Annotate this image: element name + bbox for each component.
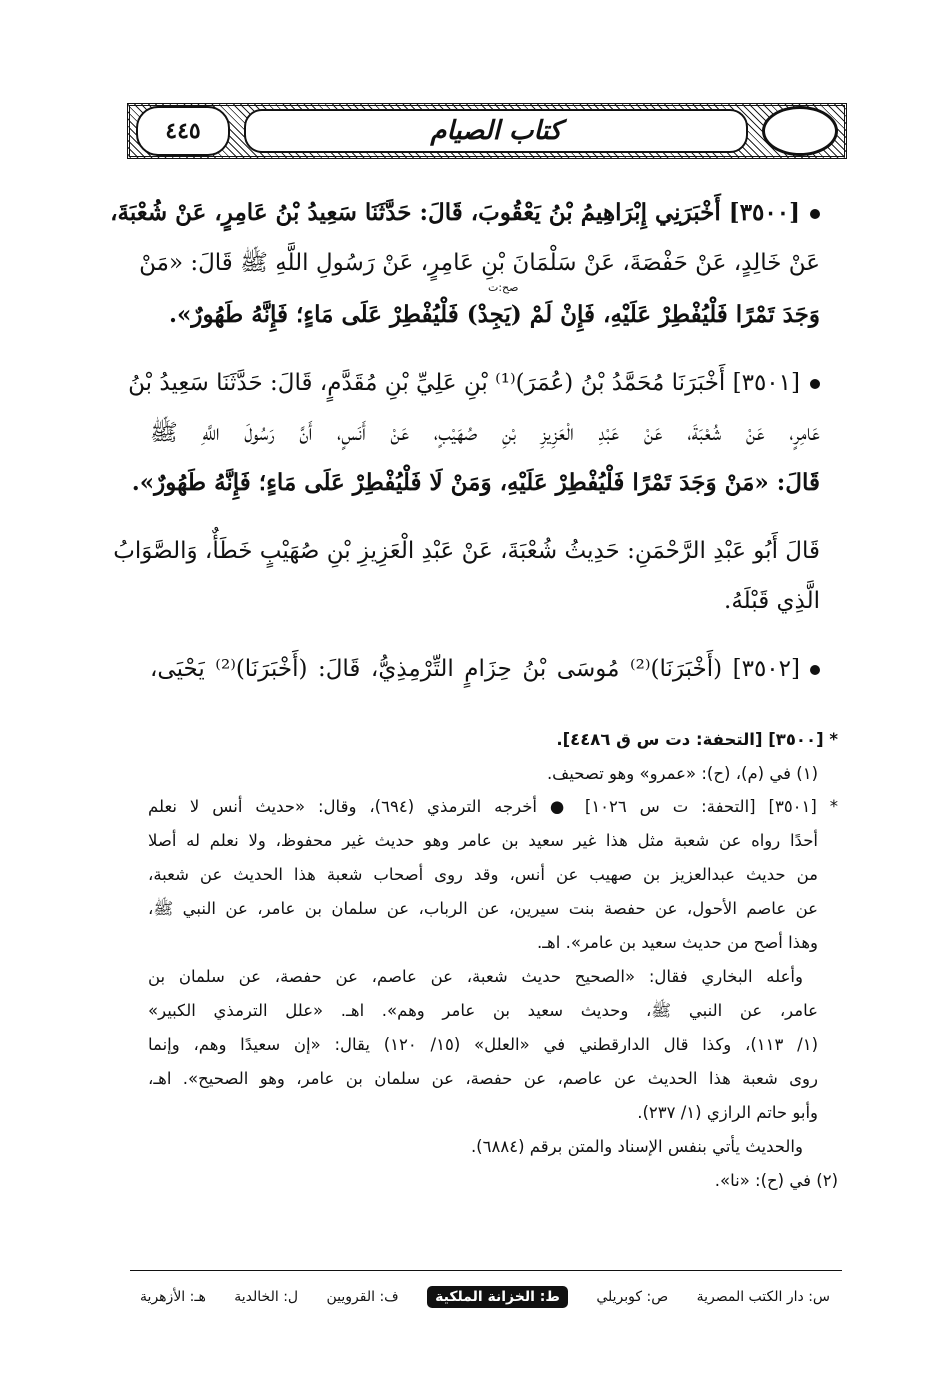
footnote-line: روى شعبة هذا الحديث عن عاصم، عن حفصة، عن سلمان بن عامر، وهو الصحيح». اهـ، — [148, 1069, 818, 1088]
page-header — [127, 103, 847, 159]
seal-logo-icon — [762, 106, 838, 156]
main-text-line — [110, 198, 820, 228]
manuscript-sources-legend — [140, 1286, 830, 1308]
main-text-line — [128, 368, 820, 398]
footnote-line: (١/ ١١٣)، وكذا قال الدارقطني في «العلل» (١٥/ ١٢٠) يقال: «إن سعيدًا وهم، وإنما — [148, 1035, 819, 1054]
line-text: [٣٥٠٢] (أَخْبَرَنَا)⁽²⁾ مُوسَى بْنُ حِزَامٍ التِّرْمِذِيُّ، قَالَ: (أَخْبَرَنَا)⁽²⁾ يَحْيَى، — [150, 656, 800, 682]
page-number: ٤٤٥ — [136, 106, 230, 156]
bullet-icon — [810, 379, 820, 389]
footnote-line: أحدًا رواه عن شعبة مثل هذا غير سعيد بن عامر وهو حديث غير محفوظ، ولا نعلم له أصلا — [148, 831, 818, 850]
bullet-icon — [810, 209, 820, 219]
main-text-line — [150, 654, 820, 684]
footnote-line: (٢) في (ح): «نا». — [714, 1171, 838, 1190]
footnote-line: وأبو حاتم الرازي (١/ ٢٣٧). — [637, 1103, 818, 1122]
book-title: كتاب الصيام — [244, 109, 748, 153]
source-label: هـ: الأزهرية — [140, 1289, 206, 1305]
footnote-line: عامر، عن النبي ﷺ، وحديث سعيد بن عامر وهم». اهـ. «علل الترمذي الكبير» — [148, 1001, 818, 1020]
footnote-line: وأعله البخاري فقال: «الصحيح حديث شعبة، عن عاصم، عن حفصة، عن سلمان بن — [148, 967, 803, 986]
source-label-active: ط: الخزانة الملكية — [427, 1286, 568, 1308]
source-label: ل: الخالدية — [234, 1289, 299, 1305]
footer-divider — [130, 1270, 842, 1271]
line-text: [٣٥٠٠] أَخْبَرَنِي إِبْرَاهِيمُ بْنُ يَعْقُوبَ، قَالَ: حَدَّثَنَا سَعِيدُ بْنُ عَامِرٍ، عَنْ شُعْبَةَ، — [110, 199, 800, 226]
source-label: ف: القرويين — [326, 1289, 399, 1305]
main-text-line: وَجَدَ تَمْرًا فَلْيُفْطِرْ عَلَيْهِ، فَإِنْ لَمْ (يَجِدْ) فَلْيُفْطِرْ عَلَى مَاءٍ؛ فَإِنَّهُ طَهُورٌ». — [168, 301, 820, 328]
footnote-line: * [٣٥٠١] [التحفة: ت س ١٠٢٦] ● أخرجه الترمذي (٦٩٤)، وقال: «حديث أنس لا نعلم — [148, 797, 839, 816]
footnote-line: * [٣٥٠٠] [التحفة: دت س ق ٤٤٨٦]. — [556, 730, 838, 749]
main-text-line: عَامِرٍ، عَنْ شُعْبَةَ، عَنْ عَبْدِ الْعَزِيزِ بْنِ صُهَيْبٍ، عَنْ أَنَسٍ، أَنَّ رَسُولَ اللَّهِ ﷺ — [150, 420, 820, 446]
footnote-line: من حديث عبدالعزيز بن صهيب عن أنس، وقد روى أصحاب شعبة هذا الحديث عن شعبة، — [148, 865, 818, 884]
line-text: [٣٥٠١] أَخْبَرَنَا مُحَمَّدُ بْنُ (عُمَرَ)⁽¹⁾ بْنِ عَلِيِّ بْنِ مُقَدَّمٍ، قَالَ: حَدَّثَنَا سَعِيدُ بْنُ — [128, 370, 800, 396]
bullet-icon — [810, 665, 820, 675]
main-text-line: قَالَ أَبُو عَبْدِ الرَّحْمَنِ: حَدِيثُ شُعْبَةَ، عَنْ عَبْدِ الْعَزِيزِ بْنِ صُهَيْبٍ خَطَأٌ، وَالصَّوَابُ — [113, 538, 820, 564]
footnote-line: والحديث يأتي بنفس الإسناد والمتن برقم (٦٨٨٤). — [470, 1137, 803, 1156]
footnote-line: وهذا أصح من حديث سعيد بن عامر». اهـ. — [536, 933, 818, 952]
main-text-line: قَالَ: «مَنْ وَجَدَ تَمْرًا فَلْيُفْطِرْ عَلَيْهِ، وَمَنْ لَا فَلْيُفْطِرْ عَلَى مَاءٍ؛ فَإِنَّهُ طَهُورٌ». — [131, 469, 820, 496]
footnote-line: عن عاصم الأحول، عن حفصة بنت سيرين، عن الرباب، عن سلمان بن عامر، عن النبي ﷺ، — [148, 899, 818, 918]
source-label: ص: كوبريلي — [596, 1289, 669, 1305]
main-text-line: عَنْ خَالِدٍ، عَنْ حَفْصَةَ، عَنْ سَلْمَانَ بْنِ عَامِرٍ، عَنْ رَسُولِ اللَّهِ ﷺ قَالَ: «مَنْ — [139, 250, 820, 276]
main-text-line: الَّذِي قَبْلَهُ. — [724, 588, 820, 614]
footnote-line: (١) في (م)، (ح): «عمرو» وهو تصحيف. — [546, 764, 818, 783]
source-label: س: دار الكتب المصرية — [696, 1289, 830, 1305]
margin-note: صح:ت — [488, 281, 519, 294]
